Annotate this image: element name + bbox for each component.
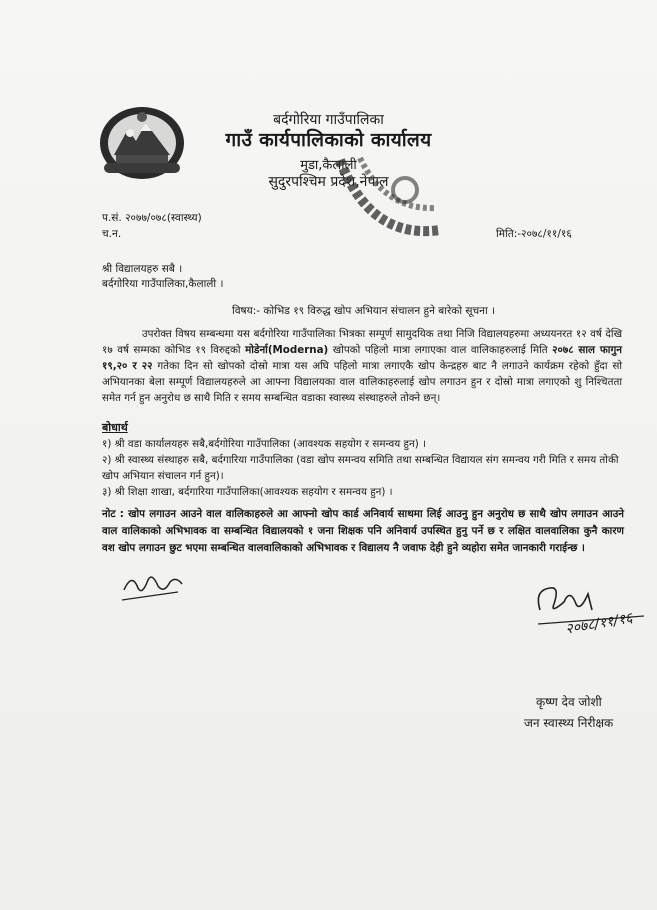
handwritten-date: २०७८/११/१६ [564,610,634,638]
office-stamp-icon [330,150,450,245]
list-item: २) श्री स्वास्थ्य संस्थाहरु सबै, बर्दगारिया गाउँपालिका (वडा खोप समन्वय समिति तथा सम्बन्धित विद्यायल संग समन्वय गरी मिति र समय तोकी खोप अभियान संचालन गर्न हुन)। [102,454,619,482]
office-location: मुडा,कैलाली [300,158,357,173]
signatory-name: कृष्ण देव जोशी [536,695,602,709]
bodhartha-list [102,436,622,500]
body-paragraph: उपरोक्त विषय सम्बन्धमा यस बर्दगोरिया गाउँपालिका भित्रका सम्पूर्ण सामुदयिक तथा निजि विद्यालयहरुमा अध्ययनरत १२ वर्ष देखि १७ वर्ष सम्मका कोभिड १९ विरुद्दको मोडेर्ना(Moderna) खोपको पहिलो मात्रा लगाएका वाल वालिकाहरुलाई मिति २०७८ साल फागुन १९,२० र २२ गतेका दिन सो खोपको दोस्रो मात्रा यस अघि पहिलो मात्रा लगाएकै खोप केन्द्रहरु बाट नै लगाउने कार्यक्रम रहेको हुँदा सो अभियानका बेला सम्पूर्ण विद्यालयहरुले आ आफ्ना विद्यालयका वाल वालिकाहरुलाई खोप लगाउन हुन र दोस्रो मात्रा लगाएको शु निश्चितता समेत गर्न हुन अनुरोध छ साथै मिति र समय सम्बन्धित वडाका स्वास्थ्य संस्थाहरुले तोक्ने छन्। [102,328,623,404]
office-name: गाउँ कार्यपालिकाको कार्यालय [225,129,432,151]
signatory-designation: जन स्वास्थ्य निरीक्षक [524,716,614,730]
province-line: सुदुरपश्चिम प्रदेश,नेपाल [268,174,389,190]
list-item: १) श्री वडा कार्यालयहरु सबै,बर्दगोरिया गाउँपालिका (आवश्यक सहयोग र समन्वय हुन) । [102,438,426,450]
note-paragraph: नोट : खोप लगाउन आउने वाल वालिकाहरुले आ आफ्नो खोप कार्ड अनिवार्य साथमा लिई आउनु हुन अनुरोध छ साथै खोप लगाउन आउने वाल वालिकाको अभिभावक वा सम्बन्धित विद्यालयको १ जना शिक्षक पनि अनिवार्य उपस्थित हुनु पर्ने छ र लक्षित वालवालिका कुनै कारण वश खोप लगाउन छुट भएमा सम्बन्धित वालवालिकाको अभिभावक र विद्यालय नै जवाफ देही हुने व्यहोरा समेत जानकारी गराईन्छ । [102,508,624,554]
subject-line: विषय:- कोभिड १९ विरुद्ध खोप अभियान संचालन हुने बारेको सूचना । [231,305,496,317]
recipient-line-2: बर्दगोरिया गाउँपालिका,कैलाली । [102,278,224,290]
campaign-dates: २०७८ साल फागुन १९,२० र २२ [102,344,622,372]
recipient-line-1: श्री विद्यालयहरु सबै । [102,263,183,275]
municipality-name: बर्दगोरिया गाउँपालिका [273,112,384,128]
letter-date: मिति:-२०७८/११/१६ [496,228,572,240]
reference-number: प.सं. २०७७/०७८(स्वास्थ्य) [102,212,202,224]
signature-left-icon [118,568,188,604]
dispatch-number: च.न. [102,228,122,240]
bodhartha-title: बोधार्थ [102,421,128,434]
vaccine-name: मोडेर्ना(Moderna) [245,344,329,356]
list-item: ३) श्री शिक्षा शाखा, बर्दगारिया गाउँपालिका(आवश्यक सहयोग र समन्वय हुन) । [102,486,393,498]
